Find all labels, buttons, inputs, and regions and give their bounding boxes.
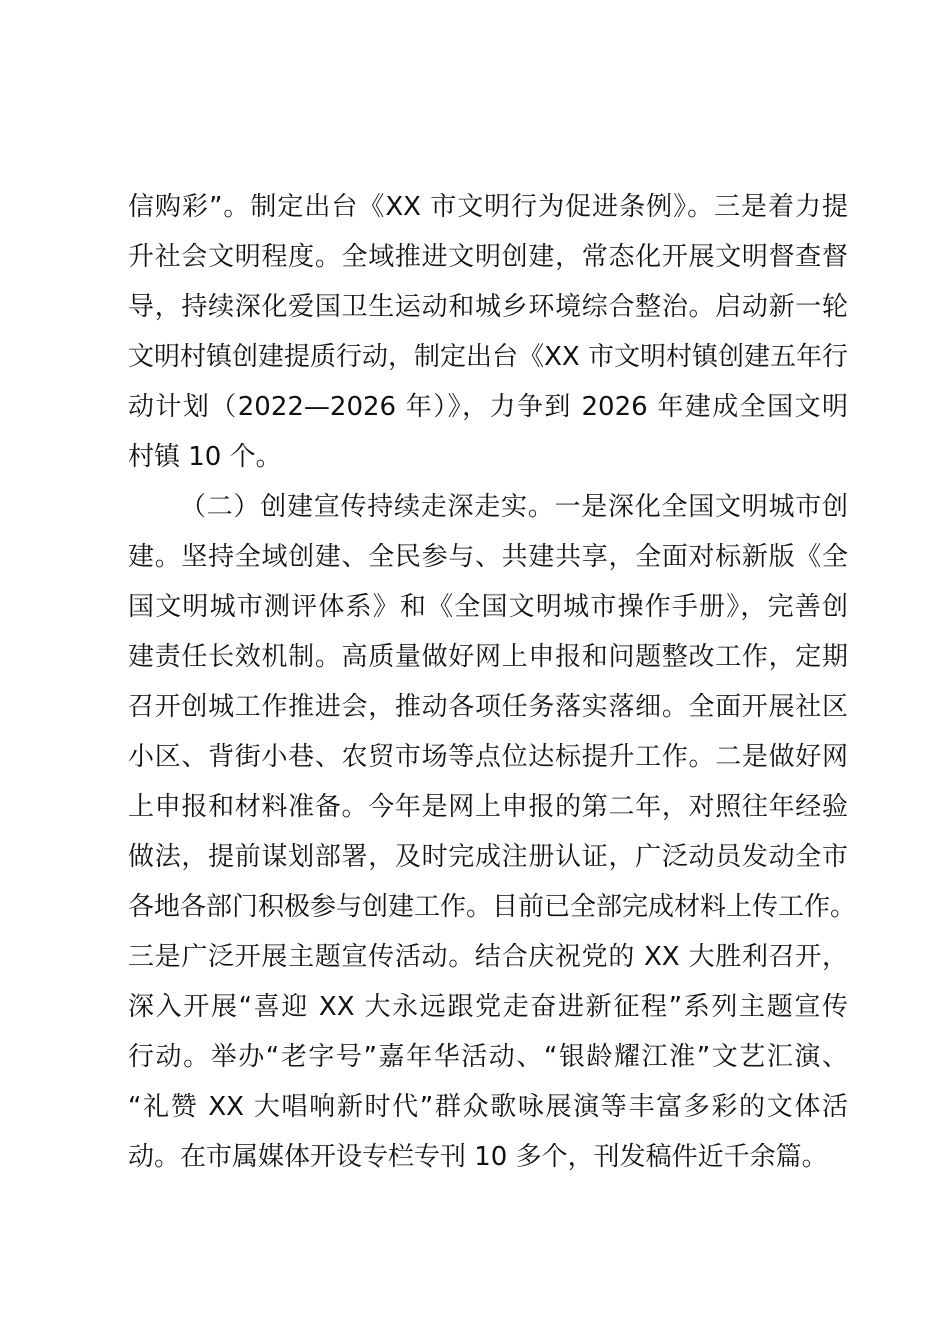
text-line: 小区、背街小巷、农贸市场等点位达标提升工作。二是做好网 bbox=[128, 742, 848, 772]
text-line: 动计划（2022—2026 年）》，力争到 2026 年建成全国文明 bbox=[128, 392, 848, 422]
text-line: 建责任长效机制。高质量做好网上申报和问题整改工作，定期 bbox=[128, 642, 848, 672]
text-line: “礼赞 XX 大唱响新时代”群众歌咏展演等丰富多彩的文体活 bbox=[128, 1092, 848, 1122]
text-line: 村镇 10 个。 bbox=[128, 442, 282, 472]
text-line: 动。在市属媒体开设专栏专刊 10 多个，刊发稿件近千余篇。 bbox=[128, 1142, 828, 1172]
paragraph-start-line: （二）创建宣传持续走深走实。一是深化全国文明城市创 bbox=[180, 492, 848, 522]
text-line: 召开创城工作推进会，推动各项任务落实落细。全面开展社区 bbox=[128, 692, 848, 722]
text-line: 建。坚持全域创建、全民参与、共建共享，全面对标新版《全 bbox=[128, 542, 848, 572]
text-line: 上申报和材料准备。今年是网上申报的第二年，对照往年经验 bbox=[128, 792, 848, 822]
text-line: 国文明城市测评体系》和《全国文明城市操作手册》，完善创 bbox=[128, 592, 848, 622]
text-line: 三是广泛开展主题宣传活动。结合庆祝党的 XX 大胜利召开， bbox=[128, 942, 848, 972]
text-line: 导，持续深化爱国卫生运动和城乡环境综合整治。启动新一轮 bbox=[128, 292, 848, 322]
text-line: 信购彩”。制定出台《XX 市文明行为促进条例》。三是着力提 bbox=[128, 192, 848, 222]
text-line: 文明村镇创建提质行动，制定出台《XX 市文明村镇创建五年行 bbox=[128, 342, 848, 372]
text-line: 深入开展“喜迎 XX 大永远跟党走奋进新征程”系列主题宣传 bbox=[128, 992, 848, 1022]
body-text bbox=[128, 182, 857, 1182]
text-line: 各地各部门积极参与创建工作。目前已全部完成材料上传工作。 bbox=[128, 892, 857, 922]
text-line: 做法，提前谋划部署，及时完成注册认证，广泛动员发动全市 bbox=[128, 842, 848, 872]
text-line: 升社会文明程度。全域推进文明创建，常态化开展文明督查督 bbox=[128, 242, 848, 272]
text-line: 行动。举办“老字号”嘉年华活动、“银龄耀江淮”文艺汇演、 bbox=[128, 1042, 848, 1072]
